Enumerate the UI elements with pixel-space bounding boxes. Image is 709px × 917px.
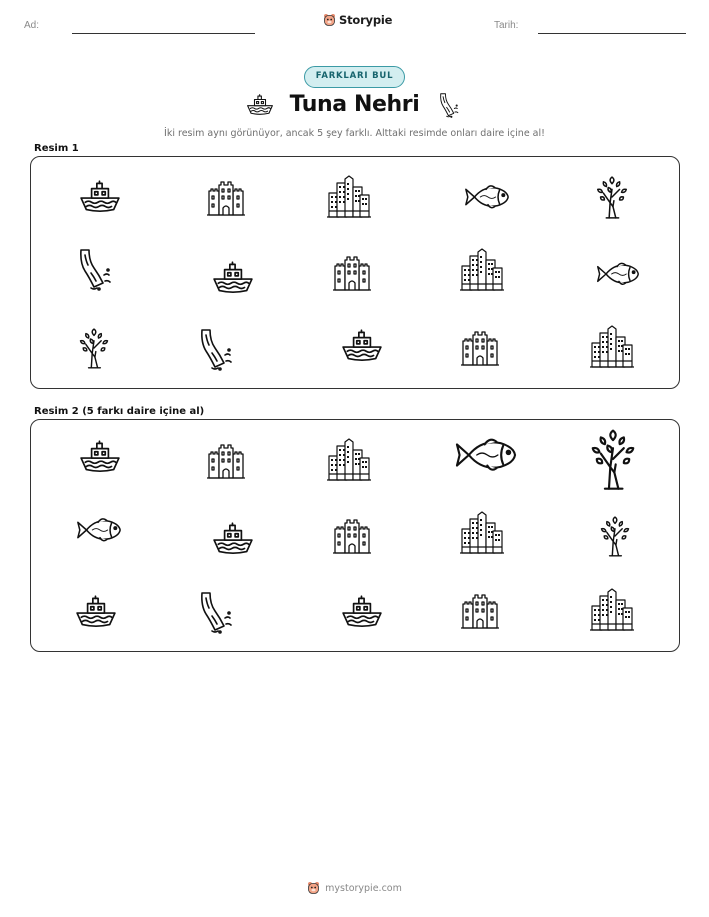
fish-icon[interactable] xyxy=(453,435,519,475)
city-icon[interactable] xyxy=(327,438,371,482)
boat-icon[interactable] xyxy=(212,522,254,556)
fish-icon[interactable] xyxy=(463,182,511,212)
tree-icon[interactable] xyxy=(597,514,633,558)
tree-icon[interactable] xyxy=(586,426,640,492)
logo-text: Storypie xyxy=(339,13,393,27)
tree-icon[interactable] xyxy=(76,325,112,371)
city-icon[interactable] xyxy=(590,325,634,369)
footer xyxy=(0,881,709,895)
activity-badge: FARKLARI BUL xyxy=(304,66,405,88)
instructions: İki resim aynı görünüyor, ancak 5 şey farklı. Alttaki resimde onları daire içine al! xyxy=(164,128,545,139)
castle-icon[interactable] xyxy=(460,590,500,630)
boat-icon[interactable] xyxy=(341,595,383,629)
fish-icon[interactable] xyxy=(595,259,641,289)
name-label: Ad: xyxy=(24,20,40,31)
river-icon[interactable] xyxy=(77,247,113,291)
castle-icon[interactable] xyxy=(332,252,372,292)
city-icon[interactable] xyxy=(460,511,504,555)
fish-icon[interactable] xyxy=(75,515,123,545)
tree-icon[interactable] xyxy=(593,174,631,220)
boat-icon[interactable] xyxy=(341,329,383,363)
boat-icon[interactable] xyxy=(212,261,254,295)
page-title: Tuna Nehri xyxy=(289,92,420,117)
river-icon[interactable] xyxy=(198,590,234,634)
bear-logo-icon xyxy=(307,881,320,895)
picture-2-label: Resim 2 (5 farkı daire içine al) xyxy=(34,406,205,417)
picture-2-panel xyxy=(30,419,680,652)
picture-1-label: Resim 1 xyxy=(34,143,79,154)
city-icon[interactable] xyxy=(590,588,634,632)
city-icon[interactable] xyxy=(327,175,371,219)
date-label: Tarih: xyxy=(494,20,519,31)
city-icon[interactable] xyxy=(460,248,504,292)
picture-1-panel xyxy=(30,156,680,389)
bear-logo-icon xyxy=(323,13,336,27)
date-line[interactable] xyxy=(538,33,686,34)
footer-site: mystorypie.com xyxy=(325,882,402,894)
castle-icon[interactable] xyxy=(332,515,372,555)
boat-icon[interactable] xyxy=(79,180,121,214)
boat-icon[interactable] xyxy=(75,595,117,629)
boat-icon[interactable] xyxy=(79,440,121,474)
castle-icon[interactable] xyxy=(206,177,246,217)
storypie-logo xyxy=(323,13,392,27)
name-line[interactable] xyxy=(72,33,255,34)
castle-icon[interactable] xyxy=(206,440,246,480)
river-icon[interactable] xyxy=(198,327,234,371)
river-icon xyxy=(436,92,462,118)
castle-icon[interactable] xyxy=(460,327,500,367)
